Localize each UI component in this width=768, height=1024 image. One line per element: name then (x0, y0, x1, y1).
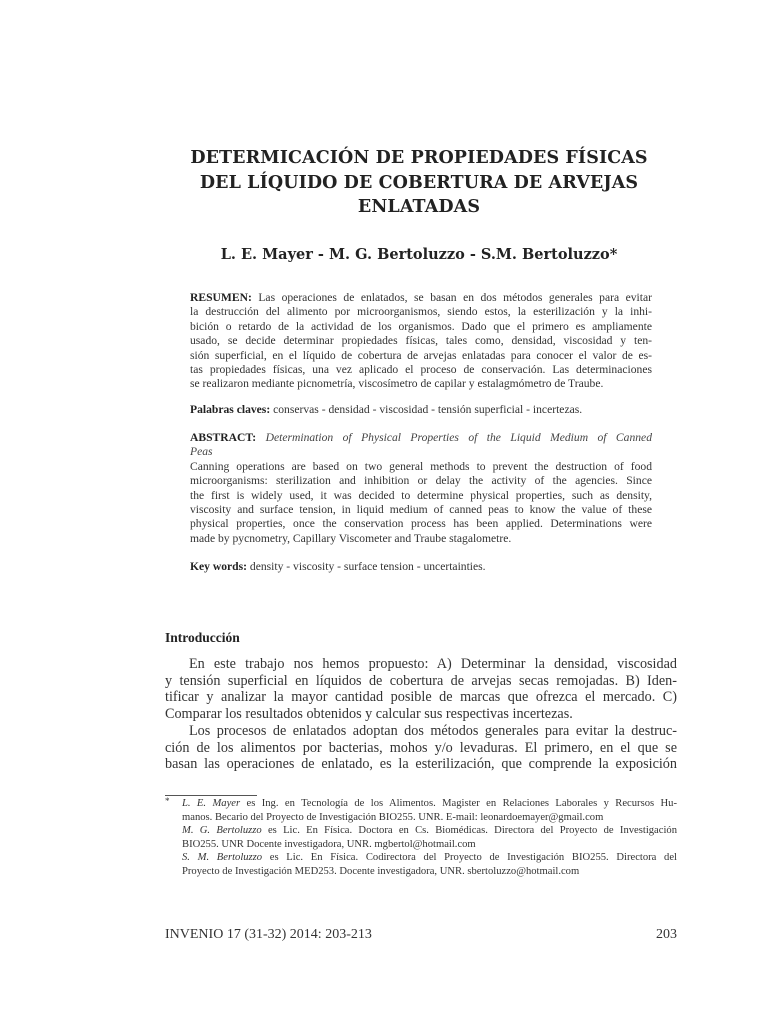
body-line: basan las operaciones de enlatado, es la esterilización, que comprende la exposición (165, 756, 677, 773)
resumen-line: sión superficial, en el líquido de cobertura de arvejas enlatadas para conocer el valor de es- (190, 348, 652, 362)
abstract-line: the first is widely used, it was decided to determine physical properties, such as density, (190, 488, 652, 502)
resumen-label: RESUMEN: (190, 291, 252, 304)
resumen-line: tas propiedades físicas, una vez aplicado el proceso de conservación. Las determinaciones (190, 363, 652, 377)
palabras-text: conservas - densidad - viscosidad - tensión superficial - incertezas. (273, 403, 583, 416)
journal-citation: INVENIO 17 (31-32) 2014: 203-213 (165, 927, 372, 942)
title-line: DEL LÍQUIDO DE COBERTURA DE ARVEJAS (199, 172, 639, 193)
footnote-text: manos. Becario del Proyecto de Investigación BIO255. UNR. E-mail: leonardoemayer@gmail.com (182, 811, 604, 823)
resumen-line (190, 291, 652, 305)
palabras-claves (190, 403, 652, 417)
resumen-section (190, 291, 652, 392)
abstract-label: ABSTRACT: (190, 431, 257, 444)
abstract-section (190, 431, 652, 546)
intro-paragraph (165, 723, 677, 773)
abstract-line: Canning operations are based on two general methods to prevent the destruction of food (190, 459, 652, 473)
title-line: ENLATADAS (357, 197, 481, 217)
footnote-text: BIO255. UNR Docente investigadora, UNR. mgbertol@hotmail.com (182, 838, 476, 850)
footnote-text: Proyecto de Investigación MED253. Docente investigadora, UNR. sbertoluzzo@hotmail.com (182, 865, 580, 877)
resumen-line: bición o retardo de la actividad de los organismos. Dado que el primero es ampliamente (190, 319, 652, 333)
abstract-line: made by pycnometry, Capillary Viscometer and Traube stagalometre. (190, 531, 512, 545)
body-line: y tensión superficial en líquidos de cobertura de arvejas secas remojadas. B) Iden- (165, 672, 677, 689)
abstract-line: microorganisms: sterilization and inhibition or delay the activity of the agencies. Since (190, 474, 652, 488)
palabras-label: Palabras claves: (190, 403, 271, 416)
abstract-title: Peas (190, 445, 213, 459)
body-line: Comparar los resultados obtenidos y calcular sus respectivas incertezas. (165, 705, 573, 722)
keywords-label: Key words: (190, 560, 247, 573)
body-line: En este trabajo nos hemos propuesto: A) Determinar la densidad, viscosidad (189, 656, 677, 672)
key-words (190, 560, 652, 574)
resumen-line: se realizaron mediante picnometría, viscosímetro de capilar y estalagmómetro de Traube. (190, 377, 604, 391)
footnote-author-name: S. M. Bertoluzzo (182, 852, 263, 864)
body-line: Los procesos de enlatados adoptan dos métodos generales para evitar la destruc- (189, 723, 677, 739)
page-number: 203 (656, 927, 677, 942)
abstract-line: physical properties, once the conservation process has been applied. Determinations were (190, 517, 652, 531)
footnote-text: es Lic. En Física. Doctora en Cs. Biomédicas. Directora del Proyecto de Investigación (267, 825, 677, 837)
abstract-title: Determination of Physical Properties of the Liquid Medium of Canned (265, 431, 653, 444)
footnote-rule (165, 795, 257, 796)
title-line: DETERMICACIÓN DE PROPIEDADES FÍSICAS (190, 148, 648, 168)
body-line: ción de los alimentos por bacterias, mohos y/o levaduras. El primero, en el que se (165, 739, 677, 756)
abstract-line: viscosity and surface tension, in liquid medium of canned peas to know the value of these (190, 503, 652, 517)
resumen-line: la destrucción del alimento por microorganismos, siendo estos, la esterilización y la inhi- (190, 305, 652, 319)
section-heading-introduccion: Introducción (165, 630, 240, 645)
resumen-text: Las operaciones de enlatados, se basan en dos métodos generales para evitar (258, 291, 652, 304)
authors: L. E. Mayer - M. G. Bertoluzzo - S.M. Bertoluzzo* (220, 246, 618, 263)
footnote-text: es Lic. En Física. Codirectora del Proyecto de Investigación BIO255. Directora del (269, 852, 677, 864)
body-line: tificar y analizar la mayor cantidad posible de marcas que ofrezca el mercado. C) (165, 689, 677, 706)
footnote-marker: * (165, 796, 170, 806)
keywords-text: density - viscosity - surface tension - uncertainties. (249, 560, 486, 573)
footnote-author-name: M. G. Bertoluzzo (182, 825, 262, 837)
footnotes (165, 797, 677, 879)
resumen-line: usado, se decide determinar propiedades físicas, tales como, densidad, viscosidad y ten- (190, 334, 652, 348)
footnote-author-name: L. E. Mayer (182, 798, 241, 809)
footnote-text: es Ing. en Tecnología de los Alimentos. Magister en Relaciones Laborales y Recursos Hu- (246, 798, 677, 809)
intro-paragraph (165, 656, 677, 722)
paper-title (165, 146, 673, 220)
